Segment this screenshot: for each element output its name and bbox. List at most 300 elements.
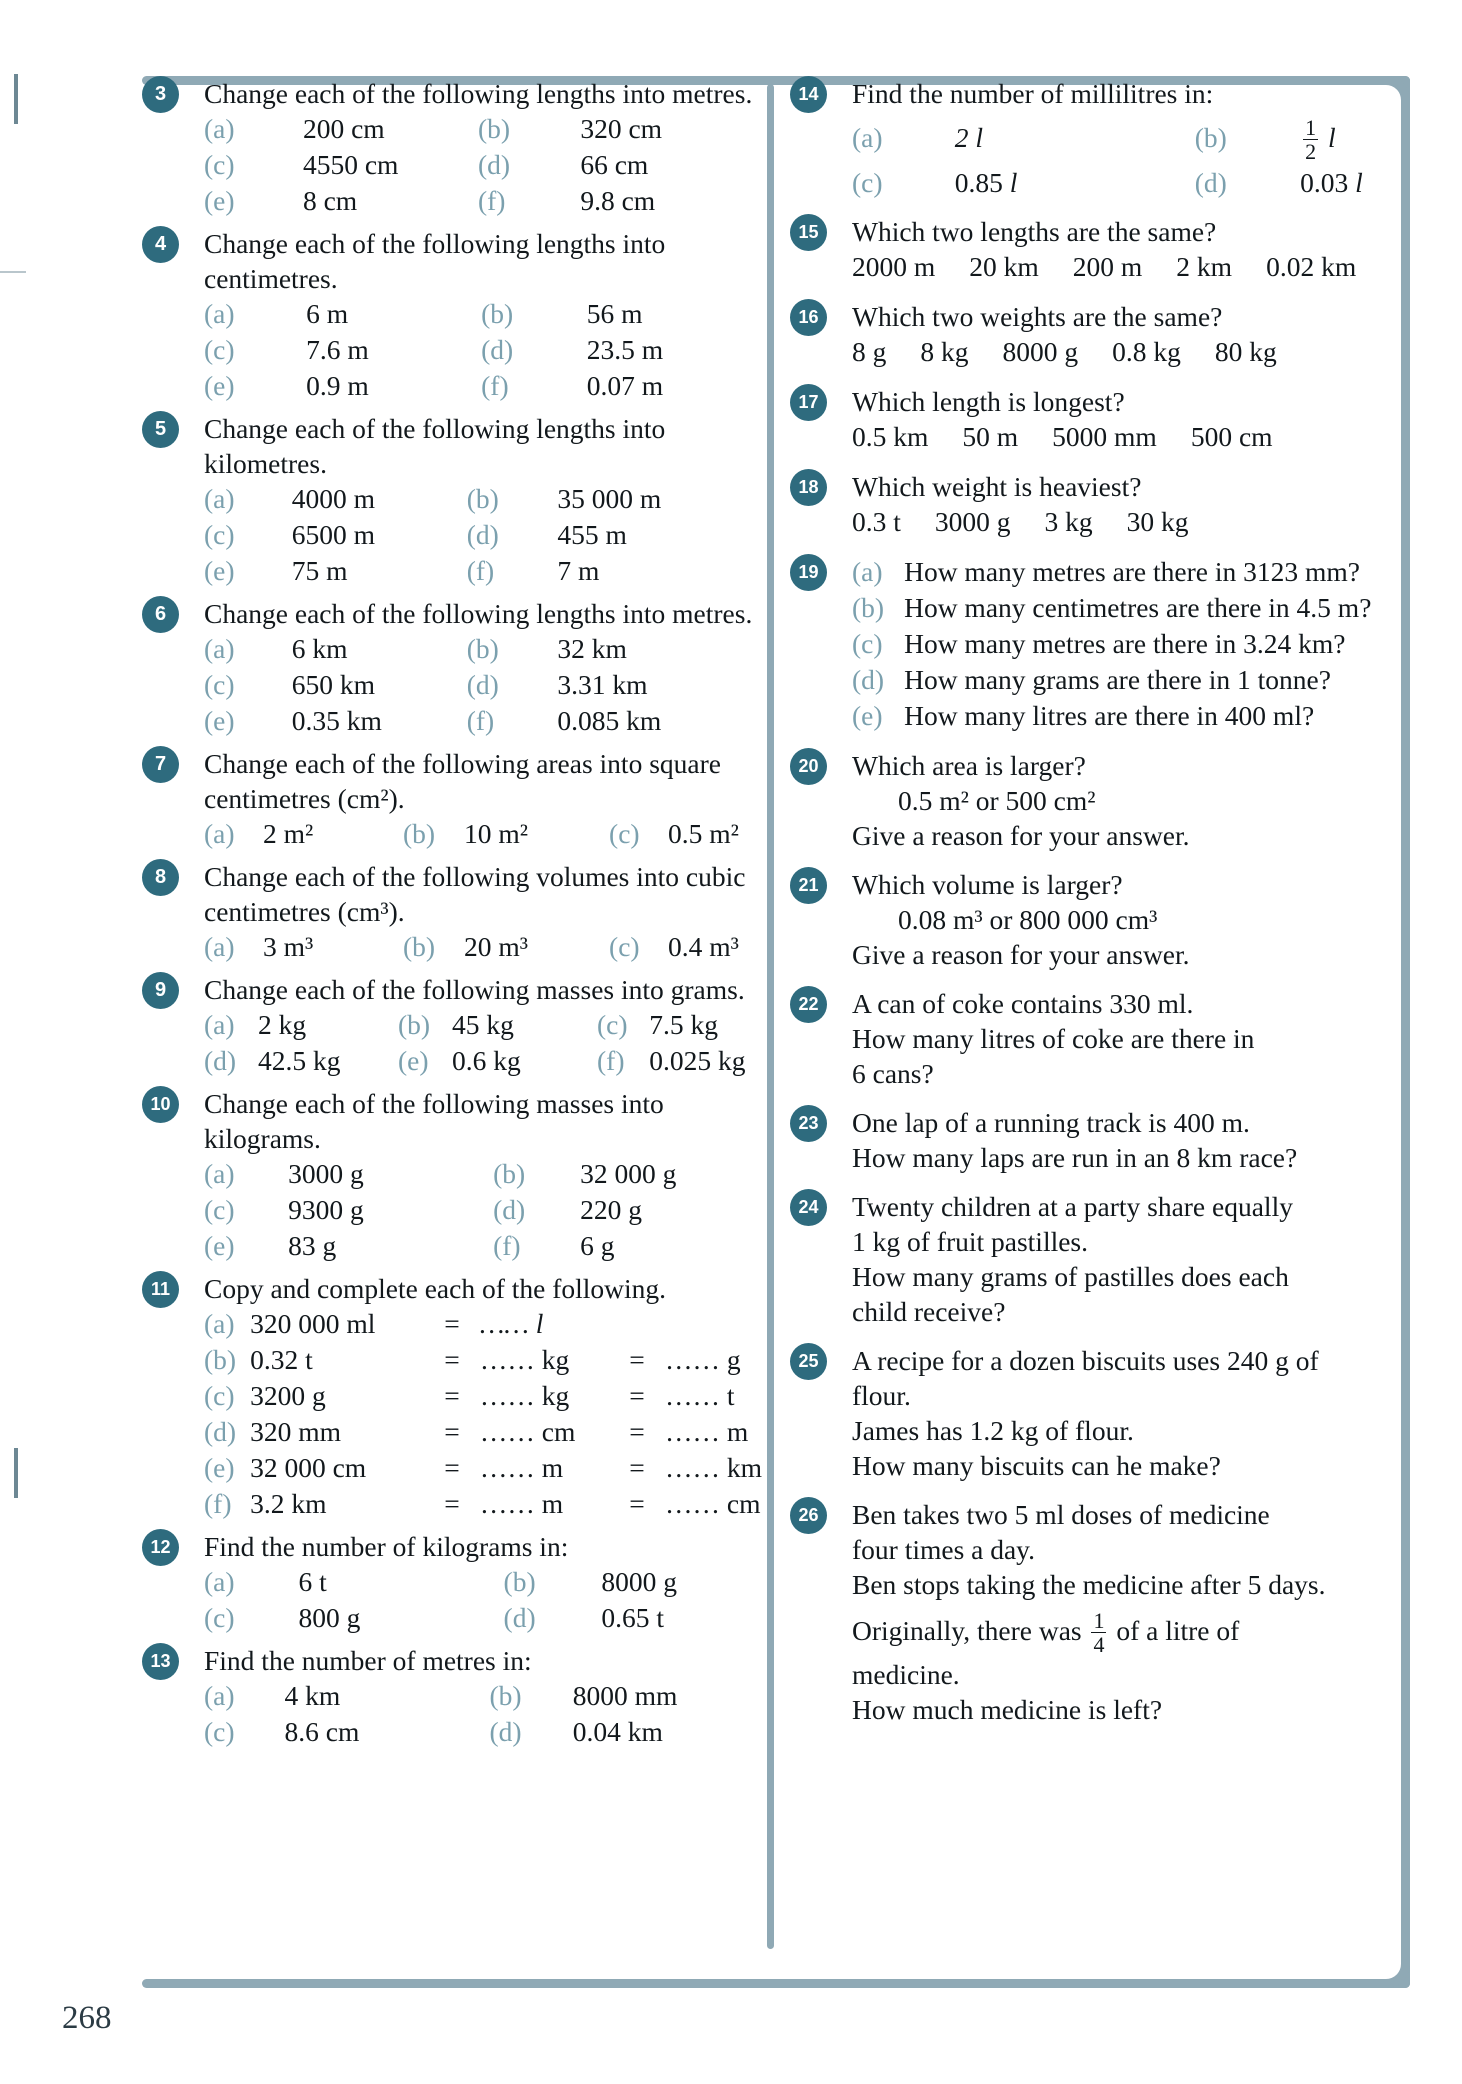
part-label: (d) [503,1602,536,1633]
option-value: 8 g [852,336,887,368]
part-label: (c) [609,818,640,849]
question-number-badge: 13 [142,1643,179,1680]
part-label: (c) [204,669,235,700]
question-number-badge: 26 [790,1497,827,1534]
question-parts [204,112,762,220]
option-list [852,419,1410,455]
part-label: (d) [466,519,499,550]
part-equals: = [444,1380,460,1411]
part-value: 8000 g [601,1566,678,1597]
option-list [852,249,1410,285]
option-value: 20 km [969,251,1039,283]
part-blank-2: …… g [664,1344,741,1375]
question-18 [790,469,1410,540]
question-16 [790,299,1410,370]
part-value: 6500 m [291,519,375,550]
part-label: (a) [852,556,883,588]
option-value: 2000 m [852,251,936,283]
part-label: (b) [493,1158,526,1189]
parts-row [204,930,762,966]
part-label: (b) [403,818,436,849]
part-label: (e) [204,185,235,216]
part-text: How many grams are there in 1 tonne? [904,664,1331,696]
part-blank-2: …… m [664,1416,749,1447]
part-value: 0.04 km [572,1716,663,1747]
part-value: 3000 g [288,1158,364,1189]
parts-row [204,112,762,148]
part-blank-1: …… l [479,1308,544,1339]
question-number-badge: 4 [142,226,179,263]
question-line: How much medicine is left? [852,1694,1163,1726]
part-lhs: 32 000 cm [250,1452,367,1483]
parts-row [204,333,762,369]
question-text: Change each of the following masses into grams. [204,974,745,1005]
parts-row [204,518,762,554]
part-label: (b) [477,113,511,144]
question-9 [142,972,762,1080]
part-label: (f) [493,1230,521,1261]
question-number-badge: 5 [142,411,179,448]
part-value: 23.5 m [586,334,664,365]
part-label: (b) [398,1009,431,1040]
part-label: (a) [204,113,235,144]
question-parts [204,482,762,590]
part-value: 220 g [580,1194,643,1225]
part-value: 32 km [557,633,627,664]
part-label: (f) [204,1488,232,1519]
part-equals: = [444,1488,460,1519]
part-text: How many metres are there in 3123 mm? [904,556,1360,588]
fraction-line-suffix: of a litre of [1116,1615,1240,1647]
part-blank-2 [665,1307,762,1343]
part-label: (e) [204,370,235,401]
parts-row [204,1157,762,1193]
part-value: 0.65 t [601,1602,665,1633]
part-equals: = [444,1416,460,1447]
parts-row [204,1044,762,1080]
unit-litre: l [1355,167,1363,199]
part-value: 8 cm [302,185,358,216]
parts-row [852,117,1410,166]
part-lhs: 320 000 ml [250,1308,376,1339]
question-number-badge: 25 [790,1343,827,1380]
part-value: 800 g [298,1602,361,1633]
question-21 [790,867,1410,972]
question-text: Find the number of kilograms in: [204,1531,569,1562]
part-label: (d) [481,334,514,365]
question-number-badge: 24 [790,1189,827,1226]
question-line: How many grams of pastilles does each [852,1261,1289,1293]
part-label: (b) [503,1566,536,1597]
part-label: (a) [204,483,235,514]
part-equals: = [444,1308,460,1339]
question-line: Twenty children at a party share equally [852,1191,1293,1223]
question-instruction: Give a reason for your answer. [852,820,1190,852]
option-list [852,504,1410,540]
part-label: (e) [204,1452,235,1483]
part-label: (d) [852,664,885,696]
question-19 [790,554,1410,734]
question-line: Ben stops taking the medicine after 5 days. [852,1569,1326,1601]
question-number-badge: 22 [790,986,827,1023]
edge-tick [0,271,26,273]
parts-row [204,1565,762,1601]
question-text: Copy and complete each of the following. [204,1273,667,1304]
question-parts [204,817,762,853]
part-label: (f) [477,185,506,216]
question-number-badge: 14 [790,76,827,113]
part-value: 10 m² [464,818,529,849]
part-blank-2: …… cm [664,1488,761,1519]
part-label: (c) [597,1009,628,1040]
question-25 [790,1343,1410,1483]
part-label: (e) [204,1230,235,1261]
question-text: Change each of the following lengths into metres. [204,598,753,629]
part-label: (a) [204,818,235,849]
part-blank-1: …… kg [479,1380,570,1411]
parts-row [204,1487,762,1523]
part-blank-1: …… m [479,1488,564,1519]
part-label: (a) [204,1158,235,1189]
part-value: 0.085 km [557,705,662,736]
unit-litre: l [975,121,983,153]
part-value: 20 m³ [464,931,529,962]
question-line: James has 1.2 kg of flour. [852,1415,1134,1447]
question-parts [204,1679,762,1751]
question-number-badge: 3 [142,76,179,113]
fraction [1303,116,1318,163]
part-label: (c) [204,149,235,180]
part-value: 455 m [557,519,627,550]
question-6 [142,596,762,740]
parts-row [204,297,762,333]
parts-row [204,1008,762,1044]
part-value: 6 m [306,298,349,329]
part-lhs: 320 mm [250,1416,341,1447]
question-line: medicine. [852,1659,960,1691]
part-label: (b) [852,592,885,624]
part-value: 0.85 l [954,167,1018,199]
part-value: 650 km [291,669,375,700]
option-value: 3000 g [934,506,1011,538]
question-text: Which two lengths are the same? [852,216,1217,248]
option-value: 50 m [962,421,1019,453]
page-number: 268 [62,2000,112,2036]
question-13 [142,1643,762,1751]
part-blank-2: …… t [664,1380,735,1411]
question-number-badge: 6 [142,596,179,633]
option-value: 8 kg [920,336,969,368]
unit-litre: l [1327,121,1336,153]
part-blank-1: …… kg [479,1344,570,1375]
edge-mark-bottom [14,1448,18,1498]
part-lhs: 3200 g [250,1380,326,1411]
part-label: (f) [466,555,495,586]
question-text: Change each of the following volumes into cubic centimetres (cm³). [204,861,746,927]
part-equals-2: = [629,1344,645,1375]
question-text: Change each of the following masses into kilograms. [204,1088,664,1154]
part-value: 6 t [298,1566,327,1597]
question-text: Find the number of metres in: [204,1645,532,1676]
part-value: 4550 cm [302,149,399,180]
question-line: How many laps are run in an 8 km race? [852,1142,1298,1174]
question-line: flour. [852,1380,911,1412]
part-label: (b) [1194,121,1227,153]
parts-row [204,148,762,184]
part-lhs: 0.32 t [250,1344,313,1375]
question-20 [790,748,1410,853]
option-value: 200 m [1072,251,1143,283]
part-label: (f) [481,370,509,401]
part-value: 0.9 m [306,370,369,401]
part-label: (d) [477,149,511,180]
question-text: Which two weights are the same? [852,301,1223,333]
part-label: (a) [204,1308,235,1339]
edge-mark-top [14,74,18,124]
question-text: Which volume is larger? [852,869,1123,901]
fraction-numerator: 1 [1305,115,1317,140]
part-value-fraction [1300,117,1410,166]
part-value: 0.4 m³ [668,931,739,962]
parts-row [204,1379,762,1415]
question-parts [204,297,762,405]
part-label: (c) [204,1194,235,1225]
option-value: 0.3 t [852,506,901,538]
part-label: (d) [204,1416,237,1447]
part-value: 56 m [586,298,643,329]
part-text: How many metres are there in 3.24 km? [904,628,1346,660]
question-number-badge: 21 [790,867,827,904]
part-label: (b) [466,633,499,664]
question-11 [142,1271,762,1523]
parts-row [852,166,1410,202]
question-text: Change each of the following lengths into metres. [204,78,753,109]
parts-row [204,184,762,220]
question-4 [142,226,762,405]
part-value: 0.35 km [291,705,382,736]
question-text: Which length is longest? [852,386,1125,418]
part-value: 320 cm [580,113,663,144]
fraction-numerator: 1 [1093,1608,1105,1634]
question-instruction: Give a reason for your answer. [852,939,1190,971]
part-label: (a) [204,1566,235,1597]
question-24 [790,1189,1410,1329]
option-list [852,334,1410,370]
question-line: 6 cans? [852,1058,934,1090]
parts-row [204,482,762,518]
part-value: 35 000 m [557,483,662,514]
part-label: (a) [204,1680,235,1711]
part-value: 200 cm [302,113,385,144]
part-label: (e) [204,555,235,586]
option-value: 0.5 km [852,421,929,453]
question-number-badge: 12 [142,1529,179,1566]
option-value: 500 cm [1190,421,1273,453]
parts-row [204,1679,762,1715]
parts-row [204,1451,762,1487]
part-label: (c) [852,167,883,199]
question-line: One lap of a running track is 400 m. [852,1107,1250,1139]
parts-row [204,1415,762,1451]
part-value: 3.31 km [557,669,648,700]
part-value: 6 km [291,633,348,664]
part-value: 32 000 g [580,1158,677,1189]
part-label: (a) [852,121,883,153]
part-label: (a) [204,1009,235,1040]
parts-row [204,817,762,853]
option-value: 0.8 kg [1112,336,1181,368]
question-3 [142,76,762,220]
unit-litre: l [1009,167,1018,199]
part-value: 9300 g [288,1194,364,1225]
part-equals-2: = [629,1380,645,1411]
question-number-badge: 9 [142,972,179,1009]
part-label: (a) [204,633,235,664]
question-26 [790,1497,1410,1727]
question-text: Change each of the following areas into square centimetres (cm²). [204,748,721,814]
part-label: (a) [204,931,235,962]
part-value: 7.6 m [306,334,369,365]
question-text: Change each of the following lengths into kilometres. [204,413,666,479]
option-value: 80 kg [1214,336,1277,368]
part-label: (b) [403,931,436,962]
value-text: 2 [954,121,969,153]
parts-row [204,369,762,405]
part-value: 8.6 cm [284,1716,360,1747]
part-blank-2: …… km [664,1452,762,1483]
part-equals: = [444,1344,460,1375]
question-parts [204,1008,762,1080]
part-row [852,590,1371,626]
part-value: 7 m [557,555,600,586]
parts-row [204,632,762,668]
part-value: 9.8 cm [580,185,656,216]
question-23 [790,1105,1410,1175]
fraction [1091,1609,1106,1656]
question-line-fraction [852,1610,1410,1657]
fraction-line-prefix: Originally, there was [852,1615,1082,1647]
part-label: (c) [204,1602,235,1633]
question-line: A can of coke contains 330 ml. [852,988,1194,1020]
part-value: 0.07 m [586,370,664,401]
part-value: 42.5 kg [258,1045,341,1076]
part-label: (e) [204,705,235,736]
part-text: How many centimetres are there in 4.5 m? [904,592,1372,624]
question-parts [204,632,762,740]
question-number-badge: 11 [142,1271,179,1308]
parts-row [204,668,762,704]
column-divider [767,84,774,1949]
question-8 [142,859,762,966]
question-number-badge: 18 [790,469,827,506]
part-value: 45 kg [452,1009,514,1040]
question-parts [204,1157,762,1265]
part-row [852,698,1371,734]
part-label: (f) [597,1045,625,1076]
part-value: 0.5 m² [668,818,739,849]
parts-row [204,1715,762,1751]
part-label: (b) [481,298,514,329]
part-label: (d) [466,669,499,700]
part-row [852,662,1371,698]
part-value: 2 kg [258,1009,307,1040]
part-value: 75 m [291,555,348,586]
part-equals-2: = [629,1488,645,1519]
question-22 [790,986,1410,1091]
part-label: (b) [489,1680,522,1711]
question-text: Which weight is heaviest? [852,471,1142,503]
part-equals-2: = [629,1416,645,1447]
question-line: A recipe for a dozen biscuits uses 240 g of [852,1345,1319,1377]
question-options: 0.5 m² or 500 cm² [898,785,1096,817]
part-label: (e) [852,700,883,732]
parts-row [204,1343,762,1379]
part-lhs: 3.2 km [250,1488,327,1519]
parts-row [204,1229,762,1265]
part-blank-1: …… m [479,1452,564,1483]
question-7 [142,746,762,853]
part-row [852,554,1371,590]
question-12 [142,1529,762,1637]
question-parts [852,117,1410,202]
part-label: (c) [609,931,640,962]
part-value: 0.025 kg [649,1045,746,1076]
question-number-badge: 8 [142,859,179,896]
question-parts [204,1565,762,1637]
question-parts [204,1307,762,1523]
part-label: (c) [204,1380,235,1411]
part-label: (d) [1194,167,1227,199]
part-value: 7.5 kg [649,1009,718,1040]
parts-row [204,554,762,590]
question-parts [204,930,762,966]
part-equals-2 [629,1307,665,1343]
question-number-badge: 15 [790,214,827,251]
question-number-badge: 23 [790,1105,827,1142]
part-label: (b) [466,483,499,514]
question-text: Find the number of millilitres in: [852,78,1214,109]
part-value: 0.6 kg [452,1045,521,1076]
part-label: (f) [466,705,495,736]
option-value: 8000 g [1002,336,1079,368]
part-value: 6 g [580,1230,615,1261]
question-options: 0.08 m³ or 800 000 cm³ [898,904,1158,936]
question-number-badge: 20 [790,748,827,785]
question-number-badge: 10 [142,1086,179,1123]
frame-bottom-bar [142,1979,1410,1988]
right-column [790,76,1410,1731]
part-blank-1: …… cm [479,1416,576,1447]
parts-row [204,1307,762,1343]
question-10 [142,1086,762,1265]
part-value: 83 g [288,1230,337,1261]
part-row [852,626,1371,662]
fraction-denominator: 2 [1305,139,1317,165]
question-line: child receive? [852,1296,1006,1328]
question-17 [790,384,1410,455]
option-value: 30 kg [1126,506,1189,538]
option-value: 0.02 km [1266,251,1357,283]
question-line: 1 kg of fruit pastilles. [852,1226,1089,1258]
question-number-badge: 7 [142,746,179,783]
part-label: (b) [204,1344,237,1375]
parts-row [204,1601,762,1637]
question-5 [142,411,762,590]
question-line: How many litres of coke are there in [852,1023,1255,1055]
question-14 [790,76,1410,202]
part-label: (e) [398,1045,429,1076]
part-equals: = [444,1452,460,1483]
